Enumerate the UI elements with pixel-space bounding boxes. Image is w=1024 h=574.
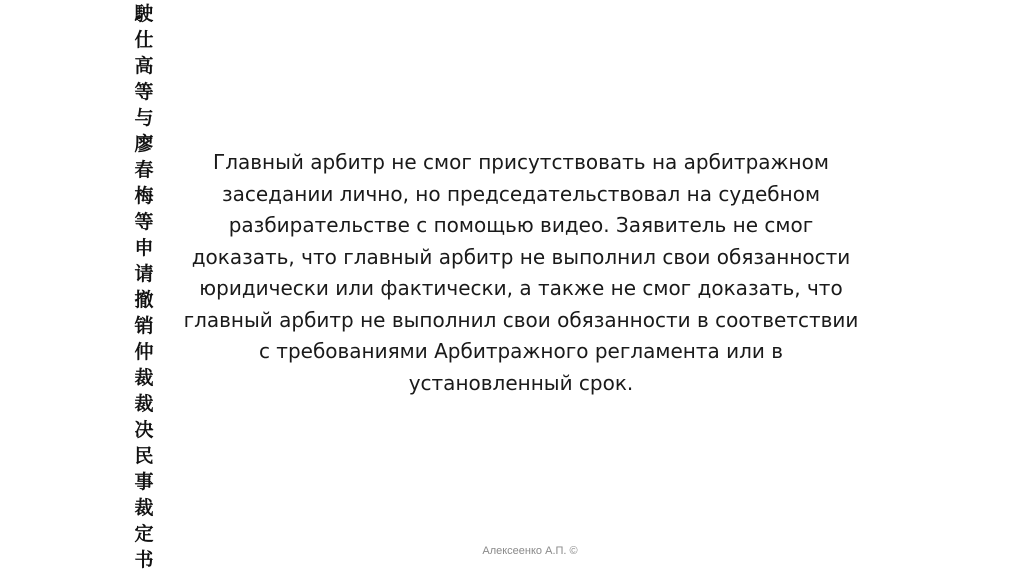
title-char: 请 (134, 263, 154, 285)
title-char: 駛 (134, 3, 154, 25)
title-char: 定 (134, 523, 154, 545)
slide-footer-author: Алексеенко А.П. © (482, 545, 578, 557)
title-char: 决 (134, 419, 154, 441)
title-char: 事 (134, 471, 154, 493)
title-char: 仲 (134, 341, 154, 363)
title-char: 等 (134, 81, 154, 103)
title-char: 与 (134, 107, 154, 129)
title-char: 裁 (134, 367, 154, 389)
title-char: 撤 (134, 289, 154, 311)
title-char: 裁 (134, 497, 154, 519)
vertical-title (124, 4, 164, 570)
title-char: 廖 (134, 133, 154, 155)
title-char: 仕 (134, 29, 154, 51)
title-char: 春 (134, 159, 154, 181)
title-char: 裁 (134, 393, 154, 415)
title-char: 高 (134, 55, 154, 77)
title-char: 申 (134, 237, 154, 259)
slide-body-text: Главный арбитр не смог присутствовать на арбитражном заседании лично, но председательствовал на судебном разбирательстве с помощью видео. Заявитель не смог доказать, что главный арбитр не выполнил свои обязанности юридически или фактически, а также не смог доказать, что главный арбитр не выполнил свои обязанности в соответствии с требованиями Арбитражного регламента или в установленный срок. (183, 150, 859, 395)
title-char: 销 (134, 315, 154, 337)
title-char: 梅 (134, 185, 154, 207)
title-char: 等 (134, 211, 154, 233)
title-char: 书 (134, 549, 154, 571)
title-char: 民 (134, 445, 154, 467)
